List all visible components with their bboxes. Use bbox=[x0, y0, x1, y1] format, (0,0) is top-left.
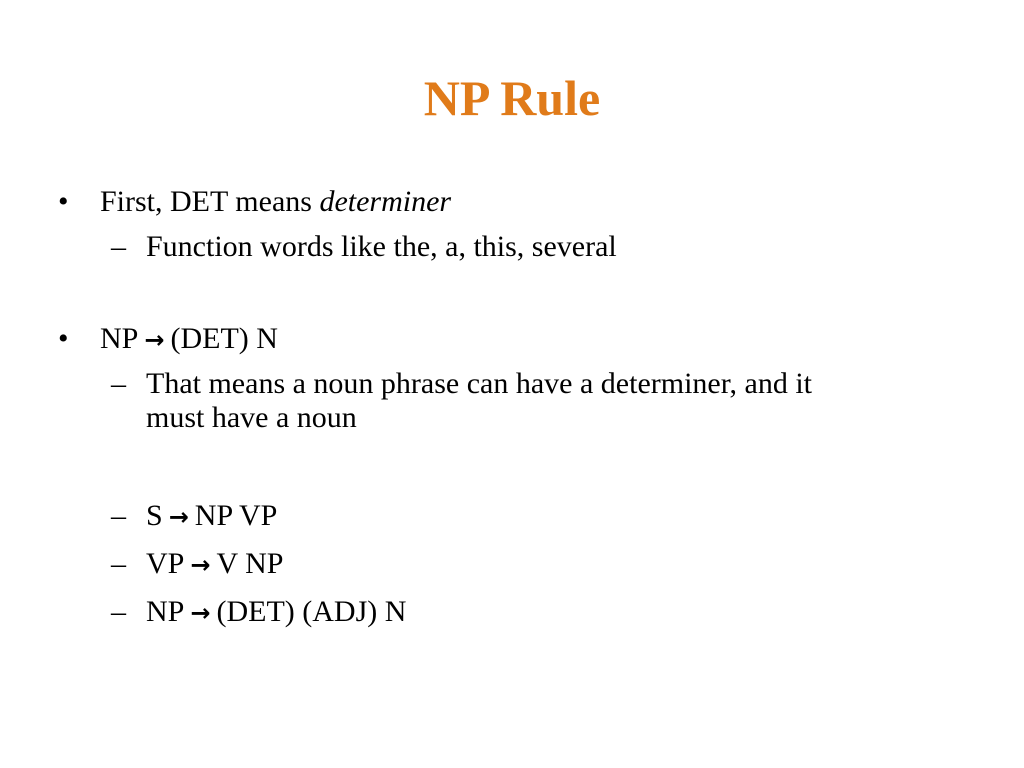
dash-icon: – bbox=[111, 547, 126, 580]
rule-rhs: V NP bbox=[216, 547, 284, 580]
rule-rhs: (DET) (ADJ) N bbox=[216, 595, 407, 628]
rule-rhs: (DET) N bbox=[170, 322, 278, 355]
right-arrow-icon: → bbox=[144, 326, 165, 354]
sub-item-text-line-1: That means a noun phrase can have a determiner, and it bbox=[146, 367, 813, 400]
dash-icon: – bbox=[111, 367, 126, 400]
slide-title: NP Rule bbox=[423, 70, 601, 126]
bullet-icon: • bbox=[58, 322, 69, 355]
rule-lhs: NP bbox=[100, 322, 139, 355]
right-arrow-icon: → bbox=[190, 551, 211, 579]
dash-icon: – bbox=[111, 499, 126, 532]
right-arrow-icon: → bbox=[168, 503, 189, 531]
sub-item-text-line-2: must have a noun bbox=[146, 401, 357, 434]
dash-icon: – bbox=[111, 595, 126, 628]
bullet-icon: • bbox=[58, 185, 69, 218]
bullet-text bbox=[100, 185, 451, 219]
dash-icon: – bbox=[111, 230, 126, 263]
rule-lhs: NP bbox=[146, 595, 185, 628]
rule-text bbox=[100, 322, 278, 357]
sub-item-text: Function words like the, a, this, several bbox=[146, 230, 617, 263]
rule-text bbox=[146, 499, 277, 534]
bullet-text-plain: First, DET means bbox=[100, 185, 320, 218]
sub-item-text bbox=[146, 367, 812, 435]
rule-text bbox=[146, 547, 283, 582]
right-arrow-icon: → bbox=[190, 599, 211, 627]
rule-rhs: NP VP bbox=[194, 499, 278, 532]
rule-lhs: S bbox=[146, 499, 163, 532]
bullet-text-emphasis: determiner bbox=[319, 185, 452, 218]
rule-lhs: VP bbox=[146, 547, 185, 580]
rule-text bbox=[146, 595, 406, 630]
